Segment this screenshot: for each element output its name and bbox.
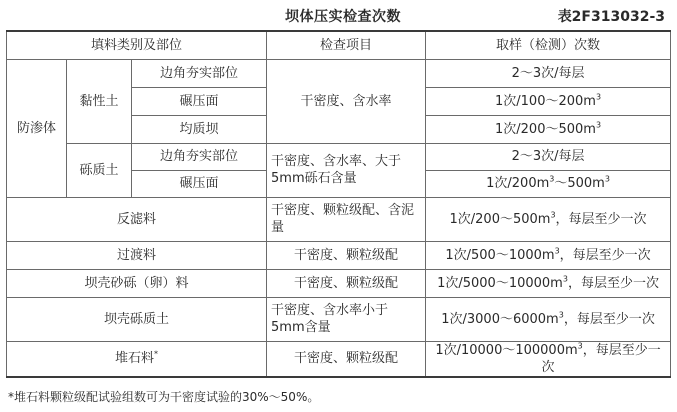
superscript: 3: [604, 174, 610, 184]
clay-label: 黏性土: [67, 59, 132, 143]
item-cell: 干密度、颗粒级配、含泥量: [267, 197, 426, 241]
sampling-cell: [426, 269, 671, 297]
part-cell: 边角夯实部位: [132, 59, 267, 87]
header-category: 填料类别及部位: [7, 31, 267, 59]
sampling-text: 1次/100～200m: [495, 93, 596, 109]
material-name: 坝壳砂砾（卵）料: [7, 269, 267, 297]
table-row: [7, 241, 671, 269]
material-name-text: 堆石料: [115, 351, 155, 366]
superscript: 3: [577, 341, 583, 351]
part-cell: 边角夯实部位: [132, 143, 267, 170]
gravel-label: 砾质土: [67, 143, 132, 197]
item-cell: 干密度、颗粒级配: [267, 241, 426, 269]
superscript: 3: [558, 310, 564, 320]
sampling-cell: [426, 241, 671, 269]
part-cell: 均质坝: [132, 115, 267, 143]
antiseepage-label: 防渗体: [7, 59, 67, 197]
sampling-cell: 2～3次/每层: [426, 143, 671, 170]
table-title: 坝体压实检查次数: [285, 9, 401, 25]
sampling-text: 1次/10000～100000m: [435, 342, 578, 358]
sampling-text: 1次/500～1000m: [445, 247, 555, 263]
sampling-text: 1次/200～500m: [449, 211, 551, 227]
sampling-text: ～500m: [554, 176, 605, 191]
sampling-text: 1次/5000～10000m: [437, 275, 563, 291]
header-item: 检查项目: [267, 31, 426, 59]
sampling-cell: [426, 341, 671, 377]
table-row: [7, 297, 671, 341]
sampling-cell: [426, 170, 671, 197]
item-cell: 干密度、含水率小于5mm含量: [267, 297, 426, 341]
gravel-item: 干密度、含水率、大于5mm砾石含量: [267, 143, 426, 197]
table-row: [7, 143, 671, 170]
clay-item: 干密度、含水率: [267, 59, 426, 143]
table-row: [7, 197, 671, 241]
header-row: [7, 31, 671, 59]
material-name: [7, 341, 267, 377]
table-row: [7, 269, 671, 297]
sampling-cell: [426, 115, 671, 143]
item-cell: 干密度、颗粒级配: [267, 341, 426, 377]
sampling-text: ，每层至少一次: [559, 247, 651, 263]
superscript: 3: [595, 120, 602, 130]
superscript: 3: [562, 274, 568, 284]
sampling-text: 1次/200m: [486, 176, 550, 191]
table-code: 表2F313032-3: [557, 9, 665, 25]
item-cell: 干密度、颗粒级配: [267, 269, 426, 297]
material-name: 坝壳砾质土: [7, 297, 267, 341]
sampling-cell: [426, 197, 671, 241]
superscript: 3: [554, 246, 560, 256]
sampling-cell: [426, 297, 671, 341]
table-footnote: *堆石料颗粒级配试验组数可为干密度试验的30%～50%。: [8, 390, 320, 404]
superscript: 3: [550, 210, 556, 220]
superscript: 3: [595, 92, 602, 102]
sampling-text: ，每层至少一次: [567, 275, 659, 291]
part-cell: 碾压面: [132, 87, 267, 115]
footnote-marker: *: [154, 349, 159, 359]
sampling-text: 1次/200～500m: [495, 121, 596, 137]
header-sampling: 取样（检测）次数: [426, 31, 671, 59]
material-name: 反滤料: [7, 197, 267, 241]
table-title-bar: [0, 6, 677, 26]
material-name: 过渡料: [7, 241, 267, 269]
sampling-text: ，每层至少一次: [563, 311, 655, 327]
compaction-check-table: [6, 30, 671, 378]
sampling-cell: [426, 87, 671, 115]
part-cell: 碾压面: [132, 170, 267, 197]
sampling-cell: 2～3次/每层: [426, 59, 671, 87]
table-row: [7, 59, 671, 87]
sampling-text: 1次/3000～6000m: [441, 311, 559, 327]
superscript: 3: [549, 174, 555, 184]
sampling-text: ，每层至少一次: [555, 211, 647, 227]
table-row: [7, 341, 671, 377]
sampling-text: ，每层至少一次: [541, 342, 661, 375]
